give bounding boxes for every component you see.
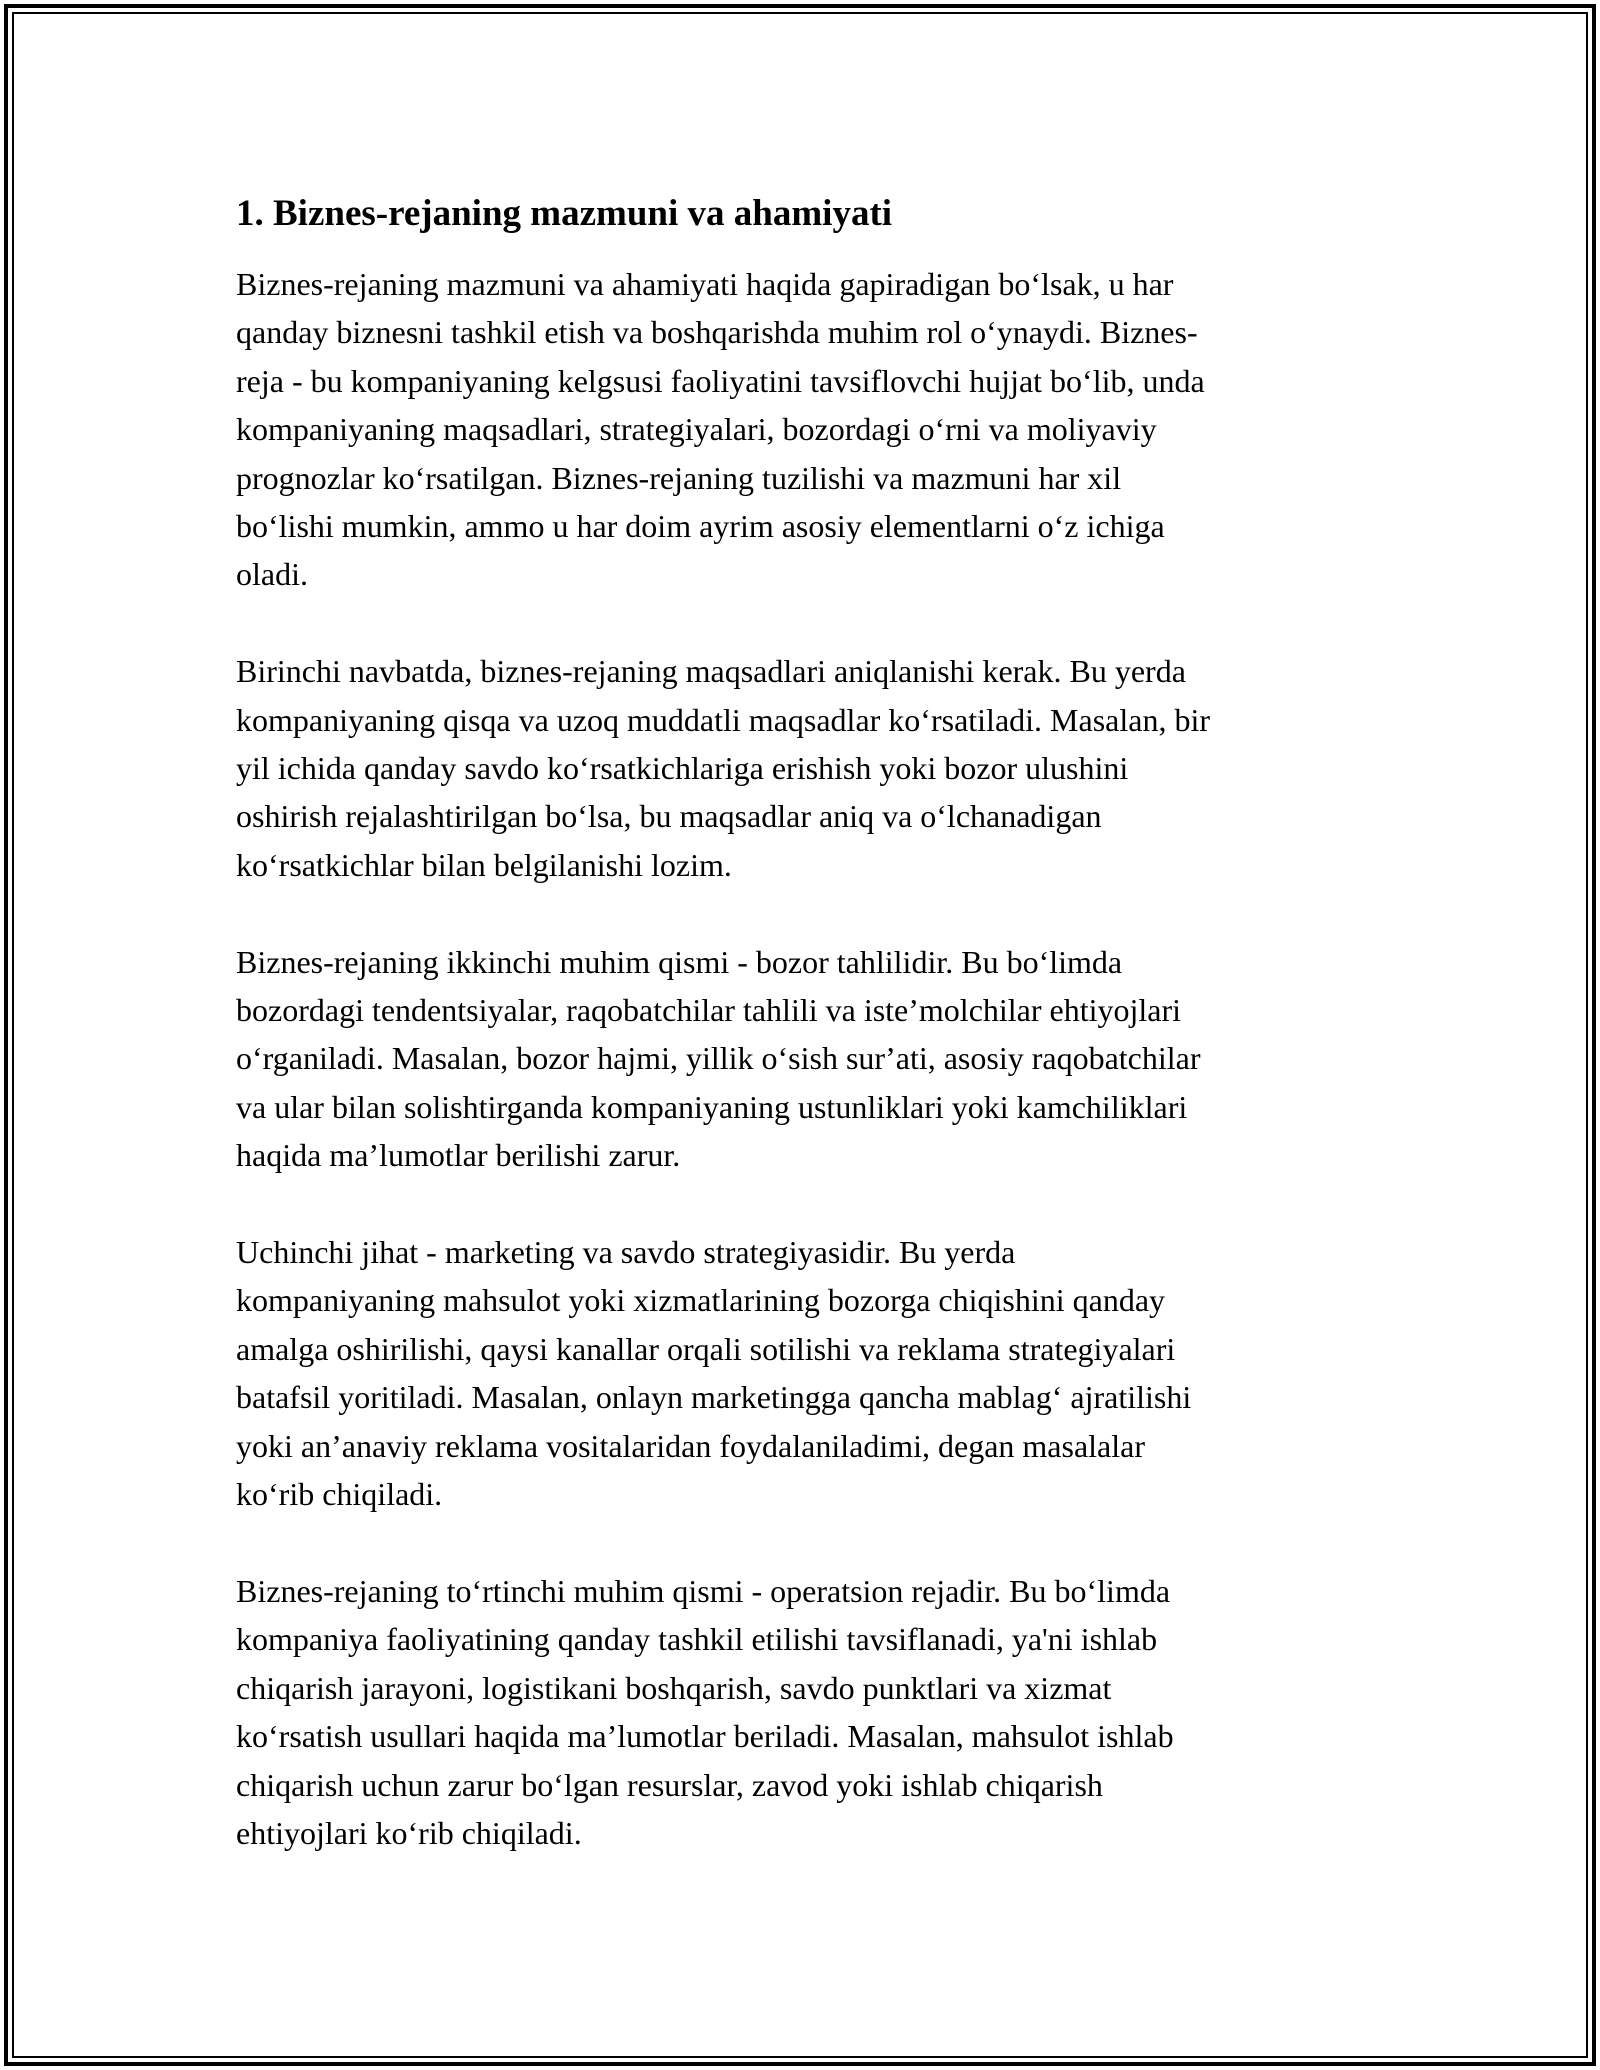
paragraph-line: Birinchi navbatda, biznes-rejaning maqsadlari aniqlanishi kerak. Bu yerda — [236, 653, 1186, 690]
paragraph-line: qanday biznesni tashkil etish va boshqarishda muhim rol oʻynaydi. Biznes- — [236, 314, 1198, 351]
paragraph-line: kompaniyaning maqsadlari, strategiyalari, bozordagi oʻrni va moliyaviy — [236, 411, 1157, 448]
paragraph-line: Biznes-rejaning ikkinchi muhim qismi - bozor tahlilidir. Bu boʻlimda — [236, 943, 1123, 980]
paragraph-line: ehtiyojlari koʻrib chiqiladi. — [236, 1814, 582, 1851]
paragraph-line: yil ichida qanday savdo koʻrsatkichlariga erishish yoki bozor ulushini — [236, 750, 1129, 787]
paragraph-line: chiqarish jarayoni, logistikani boshqarish, savdo punktlari va xizmat — [236, 1669, 1112, 1706]
section-heading: 1. Biznes-rejaning mazmuni va ahamiyati — [236, 193, 893, 234]
paragraph-line: Uchinchi jihat - marketing va savdo strategiyasidir. Bu yerda — [236, 1234, 1016, 1271]
paragraph-line: boʻlishi mumkin, ammo u har doim ayrim asosiy elementlarni oʻz ichiga — [236, 508, 1165, 545]
paragraph-line: reja - bu kompaniyaning kelgsusi faoliyatini tavsiflovchi hujjat boʻlib, unda — [236, 362, 1205, 399]
paragraph-line: koʻrsatkichlar bilan belgilanishi lozim. — [236, 846, 732, 883]
paragraph-3 — [236, 938, 1356, 1180]
paragraph-line: yoki anʼanaviy reklama vositalaridan foydalaniladimi, degan masalalar — [236, 1427, 1145, 1464]
paragraph-line: Biznes-rejaning mazmuni va ahamiyati haqida gapiradigan boʻlsak, u har — [236, 266, 1174, 302]
paragraph-line: kompaniya faoliyatining qanday tashkil etilishi tavsiflanadi, ya'ni ishlab — [236, 1621, 1158, 1658]
paragraph-line: va ular bilan solishtirganda kompaniyaning ustunliklari yoki kamchiliklari — [236, 1088, 1188, 1125]
paragraph-line: kompaniyaning mahsulot yoki xizmatlarining bozorga chiqishini qanday — [236, 1282, 1166, 1319]
paragraph-1 — [236, 260, 1356, 599]
paragraph-line: amalga oshirilishi, qaysi kanallar orqali sotilishi va reklama strategiyalari — [236, 1330, 1176, 1367]
paragraph-line: kompaniyaning qisqa va uzoq muddatli maqsadlar koʻrsatiladi. Masalan, bir — [236, 701, 1210, 738]
paragraph-4 — [236, 1228, 1356, 1518]
paragraph-line: oshirish rejalashtirilgan boʻlsa, bu maqsadlar aniq va oʻlchanadigan — [236, 798, 1102, 835]
paragraph-line: oladi. — [236, 556, 308, 593]
paragraph-line: koʻrsatish usullari haqida maʼlumotlar beriladi. Masalan, mahsulot ishlab — [236, 1718, 1174, 1755]
paragraph-5 — [236, 1567, 1356, 1857]
paragraph-line: Biznes-rejaning toʻrtinchi muhim qismi - operatsion rejadir. Bu boʻlimda — [236, 1572, 1171, 1609]
paragraph-line: koʻrib chiqiladi. — [236, 1476, 443, 1513]
paragraph-line: haqida maʼlumotlar berilishi zarur. — [236, 1137, 681, 1174]
document-body — [236, 188, 1356, 1857]
paragraph-2 — [236, 647, 1356, 889]
paragraph-line: prognozlar koʻrsatilgan. Biznes-rejaning tuzilishi va mazmuni har xil — [236, 459, 1122, 496]
paragraph-line: oʻrganiladi. Masalan, bozor hajmi, yillik oʻsish surʼati, asosiy raqobatchilar — [236, 1040, 1201, 1077]
paragraph-line: bozordagi tendentsiyalar, raqobatchilar tahlili va isteʼmolchilar ehtiyojlari — [236, 992, 1182, 1029]
paragraph-line: batafsil yoritiladi. Masalan, onlayn marketingga qancha mablagʻ ajratilishi — [236, 1379, 1192, 1416]
paragraph-line: chiqarish uchun zarur boʻlgan resurslar, zavod yoki ishlab chiqarish — [236, 1766, 1103, 1803]
